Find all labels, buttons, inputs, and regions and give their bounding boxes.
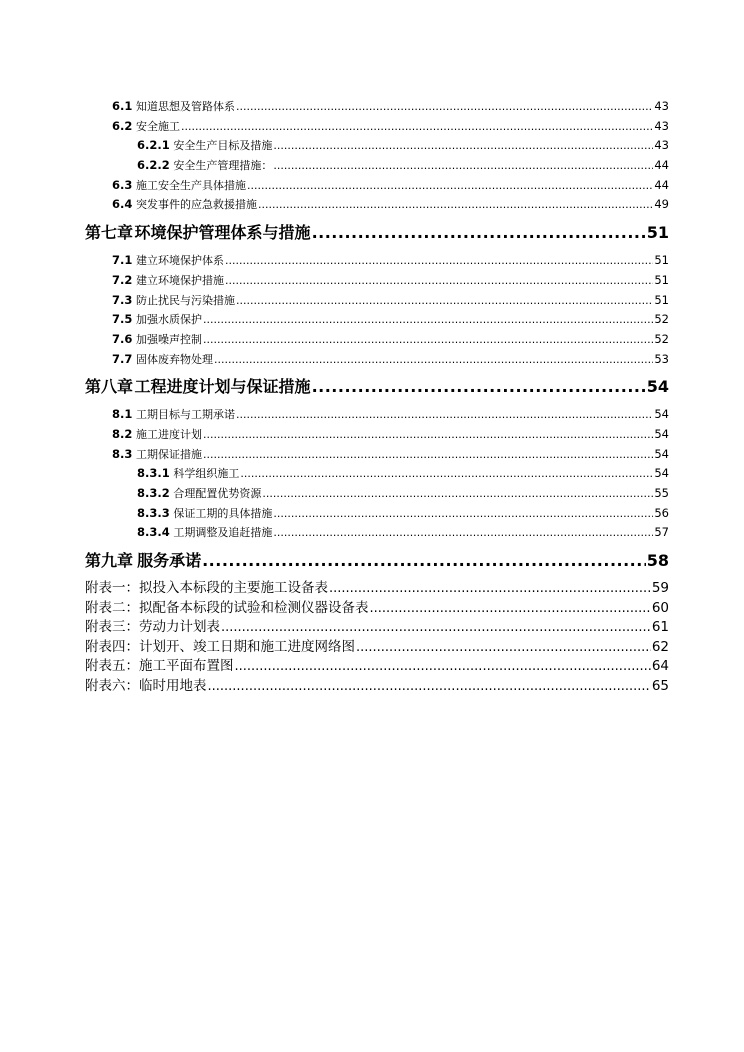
dot-leader [225,271,653,291]
toc-entry-number: 7.5 [112,312,133,327]
toc-entry-page: 54 [654,407,669,422]
dot-leader [312,369,646,405]
appendix-page: 60 [651,599,669,616]
toc-entry-title: 突发事件的应急救援措施 [136,198,258,212]
appendix-title: 附表六：临时用地表 [85,677,207,694]
toc-entry-title: 加强水质保护 [136,313,203,327]
dot-leader [273,156,653,176]
toc-entry-number: 7.3 [112,292,133,307]
chapter-page: 51 [646,223,669,243]
appendix-page: 61 [651,619,669,636]
toc-entry-6-1[interactable] [112,97,669,117]
toc-appendix-5[interactable] [85,657,669,677]
toc-entry-page: 54 [654,426,669,441]
dot-leader [273,523,653,543]
toc-entry-7-6[interactable] [112,330,669,350]
toc-entry-6-4[interactable] [112,195,669,215]
toc-entry-7-3[interactable] [112,291,669,311]
toc-entry-8-3-2[interactable] [137,484,669,504]
toc-entry-8-3[interactable] [112,445,669,465]
toc-entry-title: 建立环境保护措施 [136,273,225,287]
dot-leader [329,579,651,599]
toc-entry-number: 8.1 [112,407,133,422]
toc-chapter-9[interactable] [85,543,669,579]
toc-entry-page: 43 [654,118,669,133]
dot-leader [262,484,653,504]
toc-entry-number: 8.3.3 [137,505,170,520]
appendix-page: 65 [651,677,669,694]
toc-entry-number: 8.3 [112,446,133,461]
dot-leader [203,330,653,350]
toc-entry-number: 6.2 [112,118,133,133]
toc-entry-title: 合理配置优势资源 [173,487,262,500]
toc-entry-8-3-1[interactable] [137,464,669,484]
dot-leader [273,504,653,524]
chapter-title: 工程进度计划与保证措施 [134,377,311,397]
toc-entry-page: 51 [654,292,669,307]
dot-leader [181,117,653,137]
toc-entry-page: 57 [654,525,669,540]
dot-leader [247,176,653,196]
toc-entry-6-2-2[interactable] [137,156,669,176]
toc-entry-number: 7.6 [112,331,133,346]
appendix-page: 64 [651,658,669,675]
toc-entry-title: 保证工期的具体措施 [173,506,273,520]
toc-entry-page: 54 [654,466,669,481]
toc-entry-page: 43 [654,138,669,153]
toc-entry-6-3[interactable] [112,176,669,196]
toc-entry-page: 55 [654,486,669,500]
toc-entry-title: 工期目标与工期承诺 [136,408,236,422]
toc-entry-number: 6.2.1 [137,138,170,153]
dot-leader [236,405,653,425]
toc-entry-number: 7.2 [112,272,133,287]
toc-appendix-6[interactable] [85,677,669,697]
dot-leader [208,677,651,697]
dot-leader [312,215,646,251]
dot-leader [203,310,653,330]
toc-entry-title: 知道思想及管路体系 [136,100,236,113]
dot-leader [240,464,653,484]
dot-leader [214,350,653,370]
toc-entry-8-1[interactable] [112,405,669,425]
toc-entry-page: 43 [654,99,669,113]
toc-entry-7-5[interactable] [112,310,669,330]
toc-entry-title: 科学组织施工 [173,467,240,481]
toc-entry-title: 固体废弃物处理 [136,352,214,366]
toc-entry-7-7[interactable] [112,350,669,370]
toc-entry-8-2[interactable] [112,425,669,445]
dot-leader [236,97,653,117]
toc-entry-number: 6.3 [112,177,133,192]
chapter-label: 第九章 [85,551,134,571]
toc-entry-title: 工期调整及追赶措施 [173,526,273,540]
toc-entry-number: 8.3.2 [137,486,170,500]
toc-entry-7-2[interactable] [112,271,669,291]
toc-entry-title: 防止扰民与污染措施 [136,293,236,307]
dot-leader [221,618,651,638]
toc-entry-page: 53 [654,351,669,366]
toc-entry-page: 54 [654,446,669,461]
chapter-title: 环境保护管理体系与措施 [134,223,311,243]
toc-entry-page: 44 [654,177,669,192]
appendix-title: 附表三：劳动力计划表 [85,619,220,636]
appendix-page: 62 [651,638,669,655]
toc-entry-page: 56 [654,505,669,520]
chapter-title: 服务承诺 [137,551,202,571]
toc-entry-page: 51 [654,253,669,268]
toc-appendix-1[interactable] [85,579,669,599]
dot-leader [203,425,653,445]
toc-entry-number: 6.2.2 [137,158,170,173]
chapter-page: 54 [646,377,669,397]
toc-entry-page: 44 [654,158,669,173]
dot-leader [273,136,653,156]
toc-entry-number: 8.3.4 [137,525,170,540]
toc-entry-page: 51 [654,272,669,287]
toc-entry-number: 8.2 [112,426,133,441]
appendix-title: 附表五：施工平面布置图 [85,658,234,675]
dot-leader [202,543,646,579]
toc-entry-title: 建立环境保护体系 [136,254,225,268]
toc-entry-title: 工期保证措施 [136,447,203,461]
dot-leader [225,251,653,271]
chapter-label: 第八章 [85,377,134,397]
toc-entry-number: 6.1 [112,99,133,113]
toc-entry-title: 安全生产管理措施： [173,159,273,173]
dot-leader [236,291,653,311]
dot-leader [370,599,651,619]
chapter-label: 第七章 [85,223,134,243]
dot-leader [235,657,651,677]
appendix-title: 附表四：计划开、竣工日期和施工进度网络图 [85,638,355,655]
toc-entry-page: 49 [654,197,669,212]
toc-appendix-3[interactable] [85,618,669,638]
chapter-page: 58 [646,551,669,571]
toc-entry-page: 52 [654,312,669,327]
toc-entry-number: 7.7 [112,351,133,366]
toc-appendix-4[interactable] [85,638,669,658]
toc-entry-6-2-1[interactable] [137,136,669,156]
toc-entry-title: 加强噪声控制 [136,332,203,346]
toc-appendix-2[interactable] [85,599,669,619]
toc-chapter-7[interactable] [85,215,669,251]
toc-entry-number: 8.3.1 [137,466,170,481]
toc-entry-number: 6.4 [112,197,133,212]
toc-entry-8-3-3[interactable] [137,504,669,524]
toc-entry-title: 施工进度计划 [136,427,203,441]
dot-leader [203,445,653,465]
toc-entry-8-3-4[interactable] [137,523,669,543]
toc-entry-title: 施工安全生产具体措施 [136,178,247,192]
appendix-page: 59 [651,580,669,597]
toc-entry-title: 安全施工 [136,119,181,133]
toc-entry-6-2[interactable] [112,117,669,137]
dot-leader [258,195,653,215]
appendix-title: 附表二：拟配备本标段的试验和检测仪器设备表 [85,599,369,616]
toc-entry-number: 7.1 [112,253,133,268]
table-of-contents [85,97,669,696]
appendix-title: 附表一：拟投入本标段的主要施工设备表 [85,580,328,597]
toc-entry-title: 安全生产目标及措施 [173,139,273,153]
dot-leader [356,638,651,658]
toc-entry-page: 52 [654,331,669,346]
toc-entry-7-1[interactable] [112,251,669,271]
toc-chapter-8[interactable] [85,369,669,405]
